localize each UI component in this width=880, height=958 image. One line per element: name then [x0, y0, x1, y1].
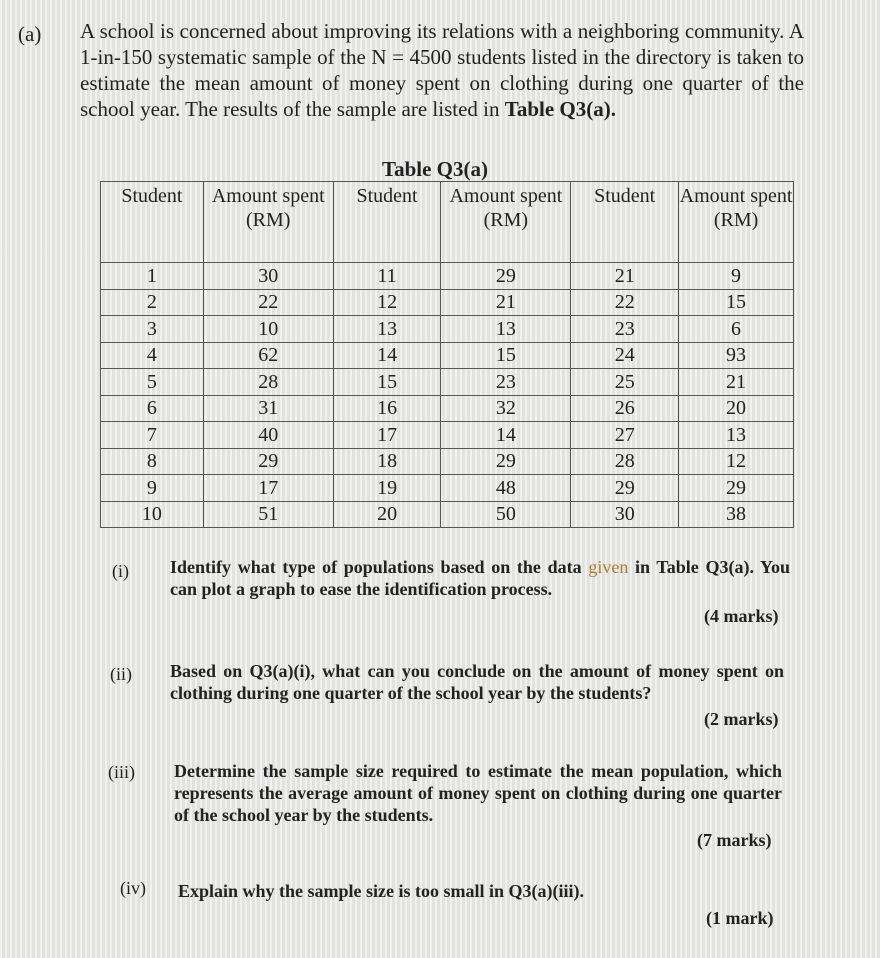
cell-student-1: 4 — [101, 342, 204, 369]
data-table — [100, 181, 794, 528]
text-part: Identify what type of populations based on the data — [170, 557, 582, 577]
marks-label: (2 marks) — [704, 709, 779, 729]
table-row — [101, 448, 794, 475]
table-row — [101, 422, 794, 449]
cell-student-1: 9 — [101, 475, 204, 502]
cell-student-1: 10 — [101, 501, 204, 528]
cell-amount-2: 21 — [441, 289, 571, 316]
cell-student-1: 7 — [101, 422, 204, 449]
cell-student-2: 20 — [333, 501, 441, 528]
cell-student-2: 16 — [333, 395, 441, 422]
subquestion-number: (ii) — [110, 664, 132, 684]
header-student-3: Student — [571, 182, 679, 263]
cell-amount-2: 32 — [441, 395, 571, 422]
header-student-2: Student — [333, 182, 441, 263]
cell-amount-3: 13 — [679, 422, 794, 449]
cell-amount-3: 9 — [679, 263, 794, 290]
cell-amount-1: 40 — [203, 422, 333, 449]
cell-amount-3: 21 — [679, 369, 794, 396]
header-amount-2: Amount spent (RM) — [441, 182, 571, 263]
cell-student-2: 18 — [333, 448, 441, 475]
marks-label: (1 mark) — [706, 908, 774, 928]
cell-student-1: 8 — [101, 448, 204, 475]
cell-student-3: 23 — [571, 316, 679, 343]
text-part: in Table Q3(a). You can plot a graph to ease the identification process. — [170, 557, 790, 599]
cell-amount-3: 29 — [679, 475, 794, 502]
cell-amount-2: 50 — [441, 501, 571, 528]
cell-student-2: 15 — [333, 369, 441, 396]
cell-amount-2: 15 — [441, 342, 571, 369]
cell-student-3: 26 — [571, 395, 679, 422]
marks-label: (7 marks) — [697, 830, 772, 850]
table-row — [101, 395, 794, 422]
subquestion-text: Determine the sample size required to estimate the mean population, which represents the average amount of money spent on clothing during one quarter of the school year by the students. — [174, 761, 782, 825]
cell-amount-3: 6 — [679, 316, 794, 343]
cell-student-3: 21 — [571, 263, 679, 290]
cell-amount-2: 14 — [441, 422, 571, 449]
table-row — [101, 501, 794, 528]
cell-student-2: 19 — [333, 475, 441, 502]
cell-student-3: 29 — [571, 475, 679, 502]
cell-amount-1: 31 — [203, 395, 333, 422]
table-row — [101, 342, 794, 369]
cell-student-3: 30 — [571, 501, 679, 528]
cell-student-3: 28 — [571, 448, 679, 475]
header-amount-3: Amount spent (RM) — [679, 182, 794, 263]
cell-amount-1: 10 — [203, 316, 333, 343]
cell-amount-1: 62 — [203, 342, 333, 369]
cell-amount-2: 13 — [441, 316, 571, 343]
cell-student-1: 5 — [101, 369, 204, 396]
cell-amount-2: 29 — [441, 448, 571, 475]
cell-amount-1: 51 — [203, 501, 333, 528]
cell-student-1: 6 — [101, 395, 204, 422]
cell-student-3: 25 — [571, 369, 679, 396]
table-row — [101, 369, 794, 396]
intro-text: A school is concerned about improving its relations with a neighboring community. A 1-in-150 systematic sample of the N = 4500 students listed in the directory is taken to estimate the mean amount of money spent on clothing during one quarter of the school year. The results of the sample are listed in — [80, 19, 804, 121]
table-row — [101, 289, 794, 316]
table-row — [101, 475, 794, 502]
subquestion-text: Explain why the sample size is too small in Q3(a)(iii). — [178, 881, 585, 901]
cell-student-1: 3 — [101, 316, 204, 343]
cell-student-3: 24 — [571, 342, 679, 369]
cell-amount-2: 23 — [441, 369, 571, 396]
cell-student-2: 11 — [333, 263, 441, 290]
subquestion-text: Based on Q3(a)(i), what can you conclude on the amount of money spent on clothing during one quarter of the school year by the students? — [170, 661, 784, 703]
cell-amount-1: 17 — [203, 475, 333, 502]
cell-amount-2: 29 — [441, 263, 571, 290]
cell-amount-1: 29 — [203, 448, 333, 475]
cell-amount-3: 93 — [679, 342, 794, 369]
cell-amount-3: 12 — [679, 448, 794, 475]
subquestion-number: (i) — [112, 561, 129, 581]
cell-amount-1: 22 — [203, 289, 333, 316]
intro-table-ref: Table Q3(a). — [504, 97, 616, 121]
cell-student-2: 14 — [333, 342, 441, 369]
question-label: (a) — [18, 22, 42, 46]
table-row — [101, 263, 794, 290]
cell-student-3: 27 — [571, 422, 679, 449]
cell-amount-1: 28 — [203, 369, 333, 396]
cell-student-2: 13 — [333, 316, 441, 343]
subquestion-number: (iii) — [108, 762, 135, 782]
table-row — [101, 316, 794, 343]
text-highlight: given — [588, 557, 629, 577]
cell-student-1: 1 — [101, 263, 204, 290]
cell-amount-2: 48 — [441, 475, 571, 502]
cell-student-1: 2 — [101, 289, 204, 316]
subquestion-number: (iv) — [120, 878, 146, 898]
cell-student-3: 22 — [571, 289, 679, 316]
cell-amount-3: 38 — [679, 501, 794, 528]
table-header-row — [101, 182, 794, 263]
cell-amount-3: 20 — [679, 395, 794, 422]
header-student-1: Student — [101, 182, 204, 263]
cell-student-2: 17 — [333, 422, 441, 449]
cell-amount-3: 15 — [679, 289, 794, 316]
marks-label: (4 marks) — [704, 606, 779, 626]
cell-amount-1: 30 — [203, 263, 333, 290]
cell-student-2: 12 — [333, 289, 441, 316]
table-caption: Table Q3(a) — [382, 157, 488, 181]
subquestion-text — [170, 556, 790, 600]
question-intro — [80, 18, 804, 122]
header-amount-1: Amount spent (RM) — [203, 182, 333, 263]
